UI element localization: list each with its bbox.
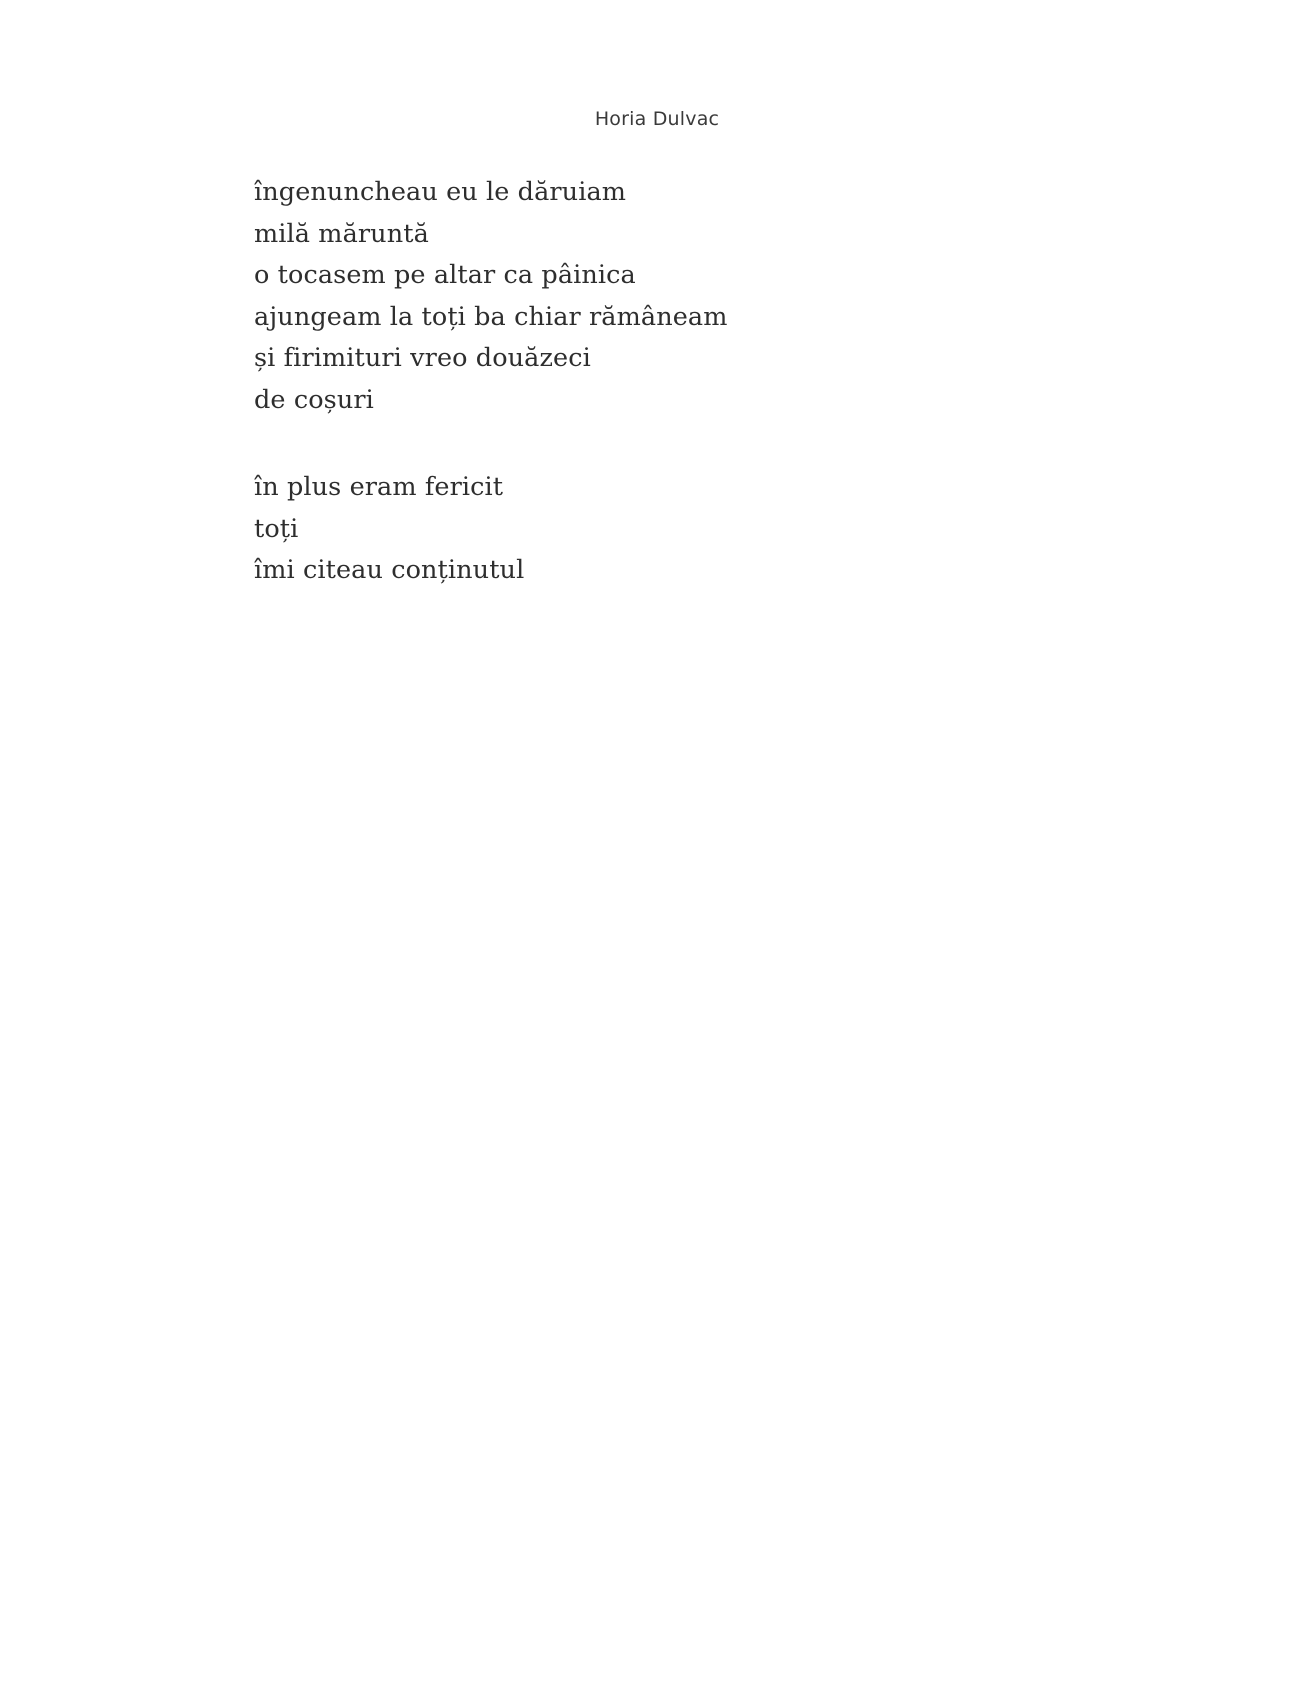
poem-line: și firimituri vreo douăzeci: [254, 343, 591, 373]
poem-line: toți: [254, 513, 299, 544]
stanza: [254, 467, 1054, 592]
poem-line: îngenuncheau eu le dăruiam: [254, 177, 627, 207]
running-head-author: Horia Dulvac: [594, 108, 720, 130]
poem-body: [254, 172, 1054, 592]
poem-line: îmi citeau conținutul: [254, 555, 525, 585]
poem-line: milă măruntă: [254, 218, 429, 249]
stanza: [254, 172, 1054, 421]
poem-line: de coșuri: [254, 384, 374, 415]
poem-line: în plus eram fericit: [254, 472, 504, 502]
poem-line: o tocasem pe altar ca pâinica: [254, 260, 636, 290]
poem-line: ajungeam la toți ba chiar rămâneam: [254, 301, 728, 332]
